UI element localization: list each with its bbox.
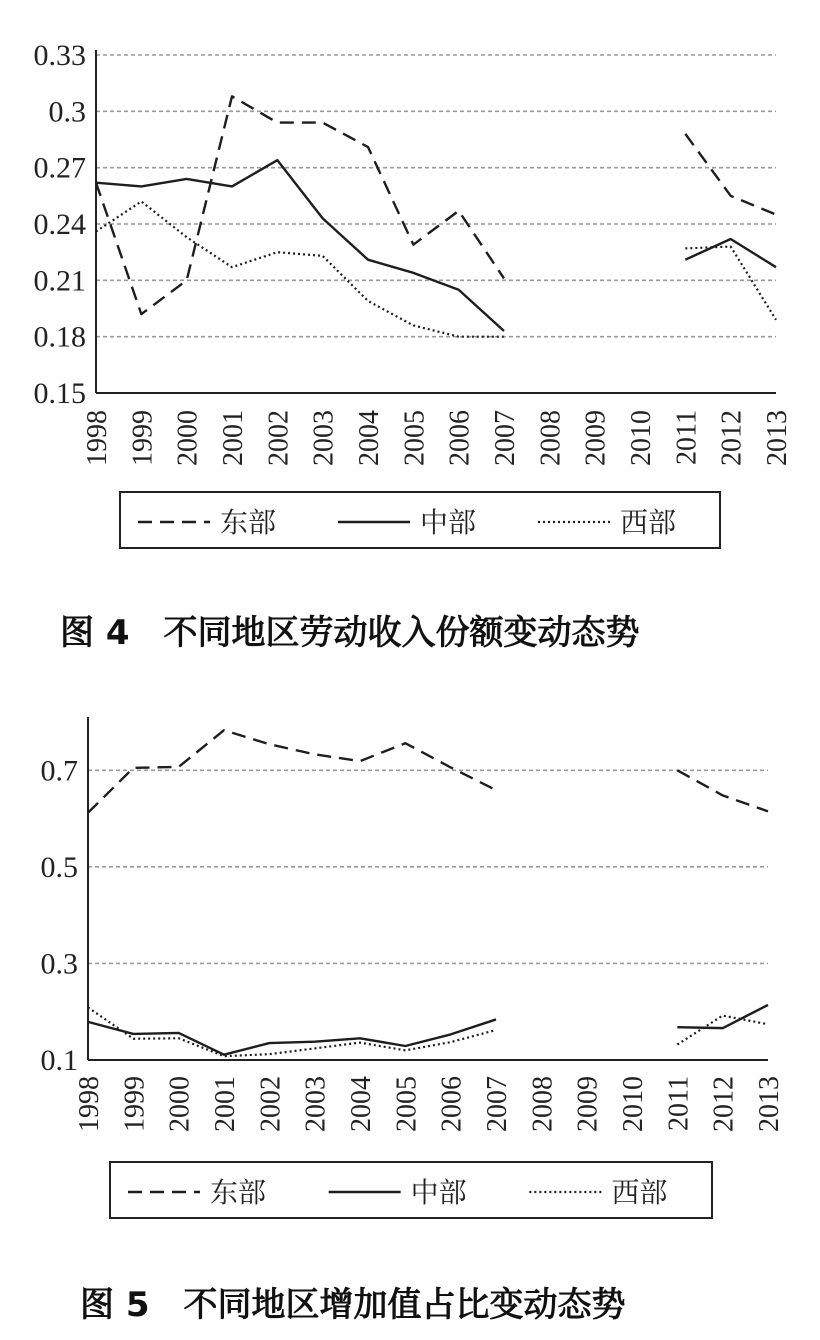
x-tick-label: 2008 [535,410,567,466]
y-tick-label: 0.7 [40,754,78,788]
x-tick-label: 2009 [580,410,612,466]
chart-caption: 图 5 不同地区增加值占比变动态势 [80,1285,626,1325]
y-tick-label: 0.3 [48,95,86,129]
legend-label: 东部 [210,1176,267,1209]
y-tick-label: 0.5 [40,850,78,884]
x-tick-label: 2002 [255,1076,287,1132]
x-tick-label: 2007 [482,1076,513,1132]
y-tick-label: 0.15 [33,377,86,410]
y-tick-label: 0.18 [33,320,86,354]
x-tick-label: 2006 [436,1076,468,1132]
series-line-中部 [685,239,776,267]
x-tick-label: 2011 [663,1076,695,1131]
series-line-东部 [685,134,776,215]
legend-label: 中部 [420,506,477,539]
x-tick-label: 2003 [300,1076,332,1132]
x-tick-label: 2002 [263,410,295,466]
series-line-西部 [96,201,504,336]
chart-value-added-share [41,717,786,1218]
series-line-中部 [96,160,504,331]
x-tick-label: 1999 [127,410,159,466]
x-tick-label: 2013 [754,1076,785,1132]
y-tick-label: 0.24 [33,208,86,241]
y-tick-label: 0.3 [40,947,78,981]
series-line-东部 [96,96,504,314]
series-line-中部 [88,1019,496,1054]
y-tick-label: 0.21 [33,264,86,298]
y-tick-label: 0.27 [33,151,86,185]
x-tick-label: 1999 [119,1076,151,1132]
x-tick-label: 2010 [626,410,657,466]
x-tick-label: 2009 [572,1076,604,1132]
series-line-西部 [88,1007,496,1056]
x-tick-label: 1998 [74,1076,105,1132]
x-tick-label: 2004 [354,410,385,466]
legend-label: 东部 [220,506,277,539]
x-tick-label: 2003 [308,410,340,466]
chart-caption: 图 4 不同地区劳动收入份额变动态势 [60,613,640,653]
x-tick-label: 2012 [716,410,748,466]
x-tick-label: 2000 [164,1076,196,1132]
x-tick-label: 2013 [762,410,793,466]
legend [110,1162,712,1218]
x-tick-label: 2012 [708,1076,740,1132]
x-tick-label: 2006 [444,410,476,466]
legend [120,492,720,548]
legend-label: 西部 [611,1176,668,1209]
series-line-东部 [677,770,768,811]
y-tick-label: 0.1 [40,1044,78,1077]
series-line-中部 [677,1005,768,1028]
x-tick-label: 2007 [490,410,521,466]
x-tick-label: 2011 [671,410,703,465]
series-line-东部 [88,730,496,813]
x-tick-label: 2005 [391,1076,423,1132]
x-tick-label: 2000 [172,410,204,466]
x-tick-label: 2005 [399,410,431,466]
series-line-西部 [677,1016,768,1045]
chart-labor-income-share [34,39,794,548]
legend-label: 西部 [620,506,677,539]
x-tick-label: 2010 [618,1076,649,1132]
y-tick-label: 0.33 [33,39,86,72]
x-tick-label: 1998 [82,410,113,466]
x-tick-label: 2004 [346,1076,377,1132]
x-tick-label: 2008 [527,1076,559,1132]
x-tick-label: 2001 [210,1076,241,1132]
x-tick-label: 2001 [218,410,249,466]
legend-label: 中部 [410,1176,467,1209]
